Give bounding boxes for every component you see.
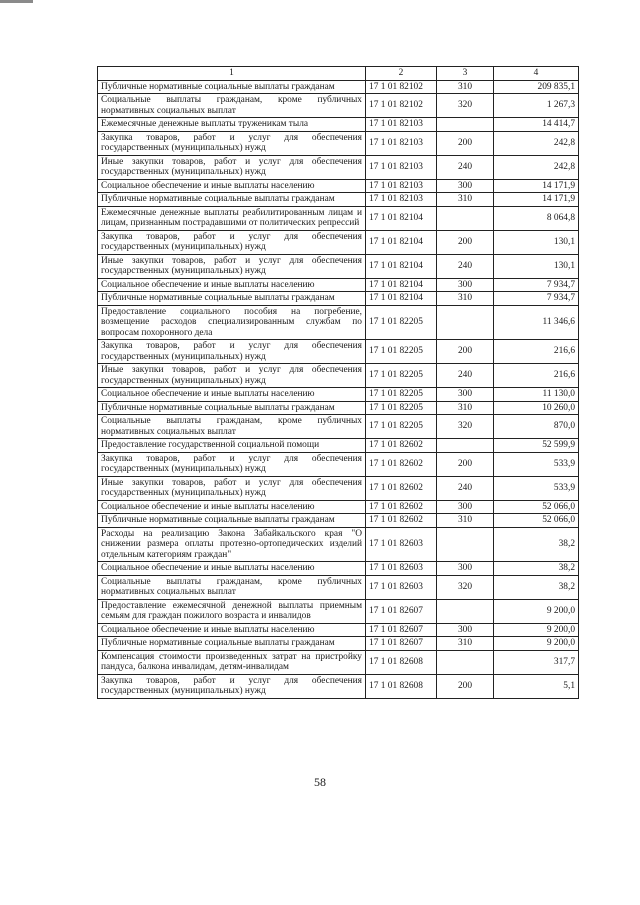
row-amount: 52 599,9 [494,439,579,453]
table-row [98,179,579,193]
row-name: Компенсация стоимости произведенных затрат на пристройку пандуса, балкона инвалидам, детям-инвалидам [98,650,366,674]
row-amount: 9 200,0 [494,637,579,651]
row-amount: 10 260,0 [494,401,579,415]
row-name: Иные закупки товаров, работ и услуг для обеспечения государственных (муниципальных) нужд [98,155,366,179]
row-code: 17 1 01 82104 [366,206,437,230]
row-amount: 5,1 [494,674,579,698]
row-code: 17 1 01 82607 [366,637,437,651]
row-amount: 11 346,6 [494,305,579,340]
table-row [98,623,579,637]
row-name: Иные закупки товаров, работ и услуг для обеспечения государственных (муниципальных) нужд [98,476,366,500]
row-name: Предоставление государственной социальной помощи [98,439,366,453]
row-code: 17 1 01 82205 [366,364,437,388]
table-row [98,514,579,528]
table-row [98,452,579,476]
row-code: 17 1 01 82603 [366,527,437,562]
row-expense-type: 240 [437,364,494,388]
row-name: Ежемесячные денежные выплаты реабилитированным лицам и лицам, признанным пострадавшими от политических репрессий [98,206,366,230]
row-amount: 130,1 [494,230,579,254]
row-code: 17 1 01 82602 [366,452,437,476]
row-name: Социальное обеспечение и иные выплаты населению [98,388,366,402]
row-name: Социальные выплаты гражданам, кроме публичных нормативных социальных выплат [98,575,366,599]
row-code: 17 1 01 82104 [366,254,437,278]
header-col-3: 3 [437,67,494,81]
row-code: 17 1 01 82104 [366,230,437,254]
header-col-4: 4 [494,67,579,81]
row-code: 17 1 01 82103 [366,155,437,179]
row-expense-type: 310 [437,193,494,207]
row-name: Социальные выплаты гражданам, кроме публичных нормативных социальных выплат [98,94,366,118]
scan-corner-mark [0,0,33,3]
row-expense-type: 310 [437,401,494,415]
row-name: Закупка товаров, работ и услуг для обеспечения государственных (муниципальных) нужд [98,340,366,364]
row-expense-type: 300 [437,179,494,193]
row-amount: 38,2 [494,562,579,576]
row-expense-type: 200 [437,131,494,155]
row-expense-type: 310 [437,514,494,528]
table-row [98,80,579,94]
row-expense-type [437,305,494,340]
row-amount: 533,9 [494,476,579,500]
row-expense-type: 320 [437,415,494,439]
row-expense-type: 300 [437,562,494,576]
row-expense-type: 240 [437,476,494,500]
table-row [98,364,579,388]
row-expense-type [437,118,494,132]
row-amount: 242,8 [494,155,579,179]
row-amount: 52 066,0 [494,514,579,528]
row-code: 17 1 01 82603 [366,562,437,576]
budget-table [97,66,579,699]
row-code: 17 1 01 82103 [366,118,437,132]
table-row [98,193,579,207]
row-expense-type [437,439,494,453]
row-code: 17 1 01 82205 [366,401,437,415]
row-amount: 14 171,9 [494,193,579,207]
table-row [98,527,579,562]
table-row [98,254,579,278]
row-expense-type: 300 [437,623,494,637]
table-row [98,305,579,340]
row-name: Социальное обеспечение и иные выплаты населению [98,562,366,576]
row-name: Закупка товаров, работ и услуг для обеспечения государственных (муниципальных) нужд [98,674,366,698]
row-code: 17 1 01 82607 [366,623,437,637]
row-code: 17 1 01 82205 [366,340,437,364]
row-code: 17 1 01 82102 [366,94,437,118]
table-row [98,292,579,306]
table-row [98,131,579,155]
table-row [98,388,579,402]
row-name: Социальное обеспечение и иные выплаты населению [98,500,366,514]
table-body [98,80,579,698]
table-row [98,401,579,415]
table-row [98,575,579,599]
header-col-1: 1 [98,67,366,81]
row-name: Закупка товаров, работ и услуг для обеспечения государственных (муниципальных) нужд [98,230,366,254]
row-expense-type: 310 [437,80,494,94]
row-amount: 209 835,1 [494,80,579,94]
row-name: Социальное обеспечение и иные выплаты населению [98,278,366,292]
row-name: Иные закупки товаров, работ и услуг для обеспечения государственных (муниципальных) нужд [98,254,366,278]
table-row [98,562,579,576]
row-amount: 1 267,3 [494,94,579,118]
row-amount: 11 130,0 [494,388,579,402]
table-row [98,439,579,453]
row-name: Социальное обеспечение и иные выплаты населению [98,179,366,193]
table-row [98,94,579,118]
row-expense-type: 320 [437,575,494,599]
row-code: 17 1 01 82102 [366,80,437,94]
table-row [98,500,579,514]
row-amount: 7 934,7 [494,278,579,292]
row-name: Публичные нормативные социальные выплаты гражданам [98,514,366,528]
table-row [98,118,579,132]
row-name: Иные закупки товаров, работ и услуг для обеспечения государственных (муниципальных) нужд [98,364,366,388]
table-row [98,637,579,651]
row-name: Социальное обеспечение и иные выплаты населению [98,623,366,637]
row-amount: 38,2 [494,527,579,562]
row-expense-type: 240 [437,254,494,278]
row-code: 17 1 01 82607 [366,599,437,623]
table-row [98,206,579,230]
row-name: Предоставление ежемесячной денежной выплаты приемным семьям для граждан пожилого возраста и инвалидов [98,599,366,623]
row-amount: 870,0 [494,415,579,439]
row-amount: 14 414,7 [494,118,579,132]
row-name: Ежемесячные денежные выплаты труженикам тыла [98,118,366,132]
row-amount: 8 064,8 [494,206,579,230]
row-name: Публичные нормативные социальные выплаты гражданам [98,292,366,306]
row-expense-type: 310 [437,637,494,651]
table-row [98,650,579,674]
table-row [98,599,579,623]
row-amount: 9 200,0 [494,599,579,623]
row-amount: 317,7 [494,650,579,674]
table-row [98,476,579,500]
row-code: 17 1 01 82602 [366,514,437,528]
row-expense-type: 320 [437,94,494,118]
row-expense-type [437,650,494,674]
row-code: 17 1 01 82205 [366,415,437,439]
table-row [98,155,579,179]
row-code: 17 1 01 82103 [366,131,437,155]
header-col-2: 2 [366,67,437,81]
row-amount: 242,8 [494,131,579,155]
table-row [98,340,579,364]
row-expense-type: 310 [437,292,494,306]
row-code: 17 1 01 82602 [366,500,437,514]
row-name: Публичные нормативные социальные выплаты гражданам [98,80,366,94]
row-amount: 52 066,0 [494,500,579,514]
table-row [98,230,579,254]
row-expense-type: 200 [437,674,494,698]
row-name: Предоставление социального пособия на погребение, возмещение расходов специализированным службам по вопросам похоронного дела [98,305,366,340]
row-code: 17 1 01 82602 [366,476,437,500]
row-amount: 216,6 [494,364,579,388]
row-expense-type: 300 [437,278,494,292]
table-row [98,278,579,292]
row-name: Закупка товаров, работ и услуг для обеспечения государственных (муниципальных) нужд [98,131,366,155]
table-row [98,674,579,698]
row-name: Публичные нормативные социальные выплаты гражданам [98,193,366,207]
row-code: 17 1 01 82205 [366,305,437,340]
row-code: 17 1 01 82603 [366,575,437,599]
row-expense-type: 300 [437,500,494,514]
row-amount: 9 200,0 [494,623,579,637]
row-name: Публичные нормативные социальные выплаты гражданам [98,637,366,651]
row-code: 17 1 01 82104 [366,278,437,292]
row-amount: 216,6 [494,340,579,364]
row-expense-type: 200 [437,452,494,476]
page-number: 58 [314,775,326,789]
row-name: Закупка товаров, работ и услуг для обеспечения государственных (муниципальных) нужд [98,452,366,476]
row-amount: 7 934,7 [494,292,579,306]
table-header-row [98,67,579,81]
row-expense-type: 200 [437,230,494,254]
table-row [98,415,579,439]
row-amount: 533,9 [494,452,579,476]
row-expense-type: 240 [437,155,494,179]
row-expense-type [437,599,494,623]
row-code: 17 1 01 82608 [366,674,437,698]
row-name: Социальные выплаты гражданам, кроме публичных нормативных социальных выплат [98,415,366,439]
row-amount: 130,1 [494,254,579,278]
row-code: 17 1 01 82104 [366,292,437,306]
row-name: Публичные нормативные социальные выплаты гражданам [98,401,366,415]
row-amount: 14 171,9 [494,179,579,193]
row-code: 17 1 01 82103 [366,193,437,207]
row-code: 17 1 01 82608 [366,650,437,674]
row-expense-type: 300 [437,388,494,402]
row-code: 17 1 01 82103 [366,179,437,193]
row-code: 17 1 01 82602 [366,439,437,453]
row-amount: 38,2 [494,575,579,599]
row-expense-type: 200 [437,340,494,364]
row-expense-type [437,527,494,562]
row-code: 17 1 01 82205 [366,388,437,402]
row-name: Расходы на реализацию Закона Забайкальского края "О снижении размера оплаты протезно-ортопедических изделий отдельным категориям граждан" [98,527,366,562]
row-expense-type [437,206,494,230]
